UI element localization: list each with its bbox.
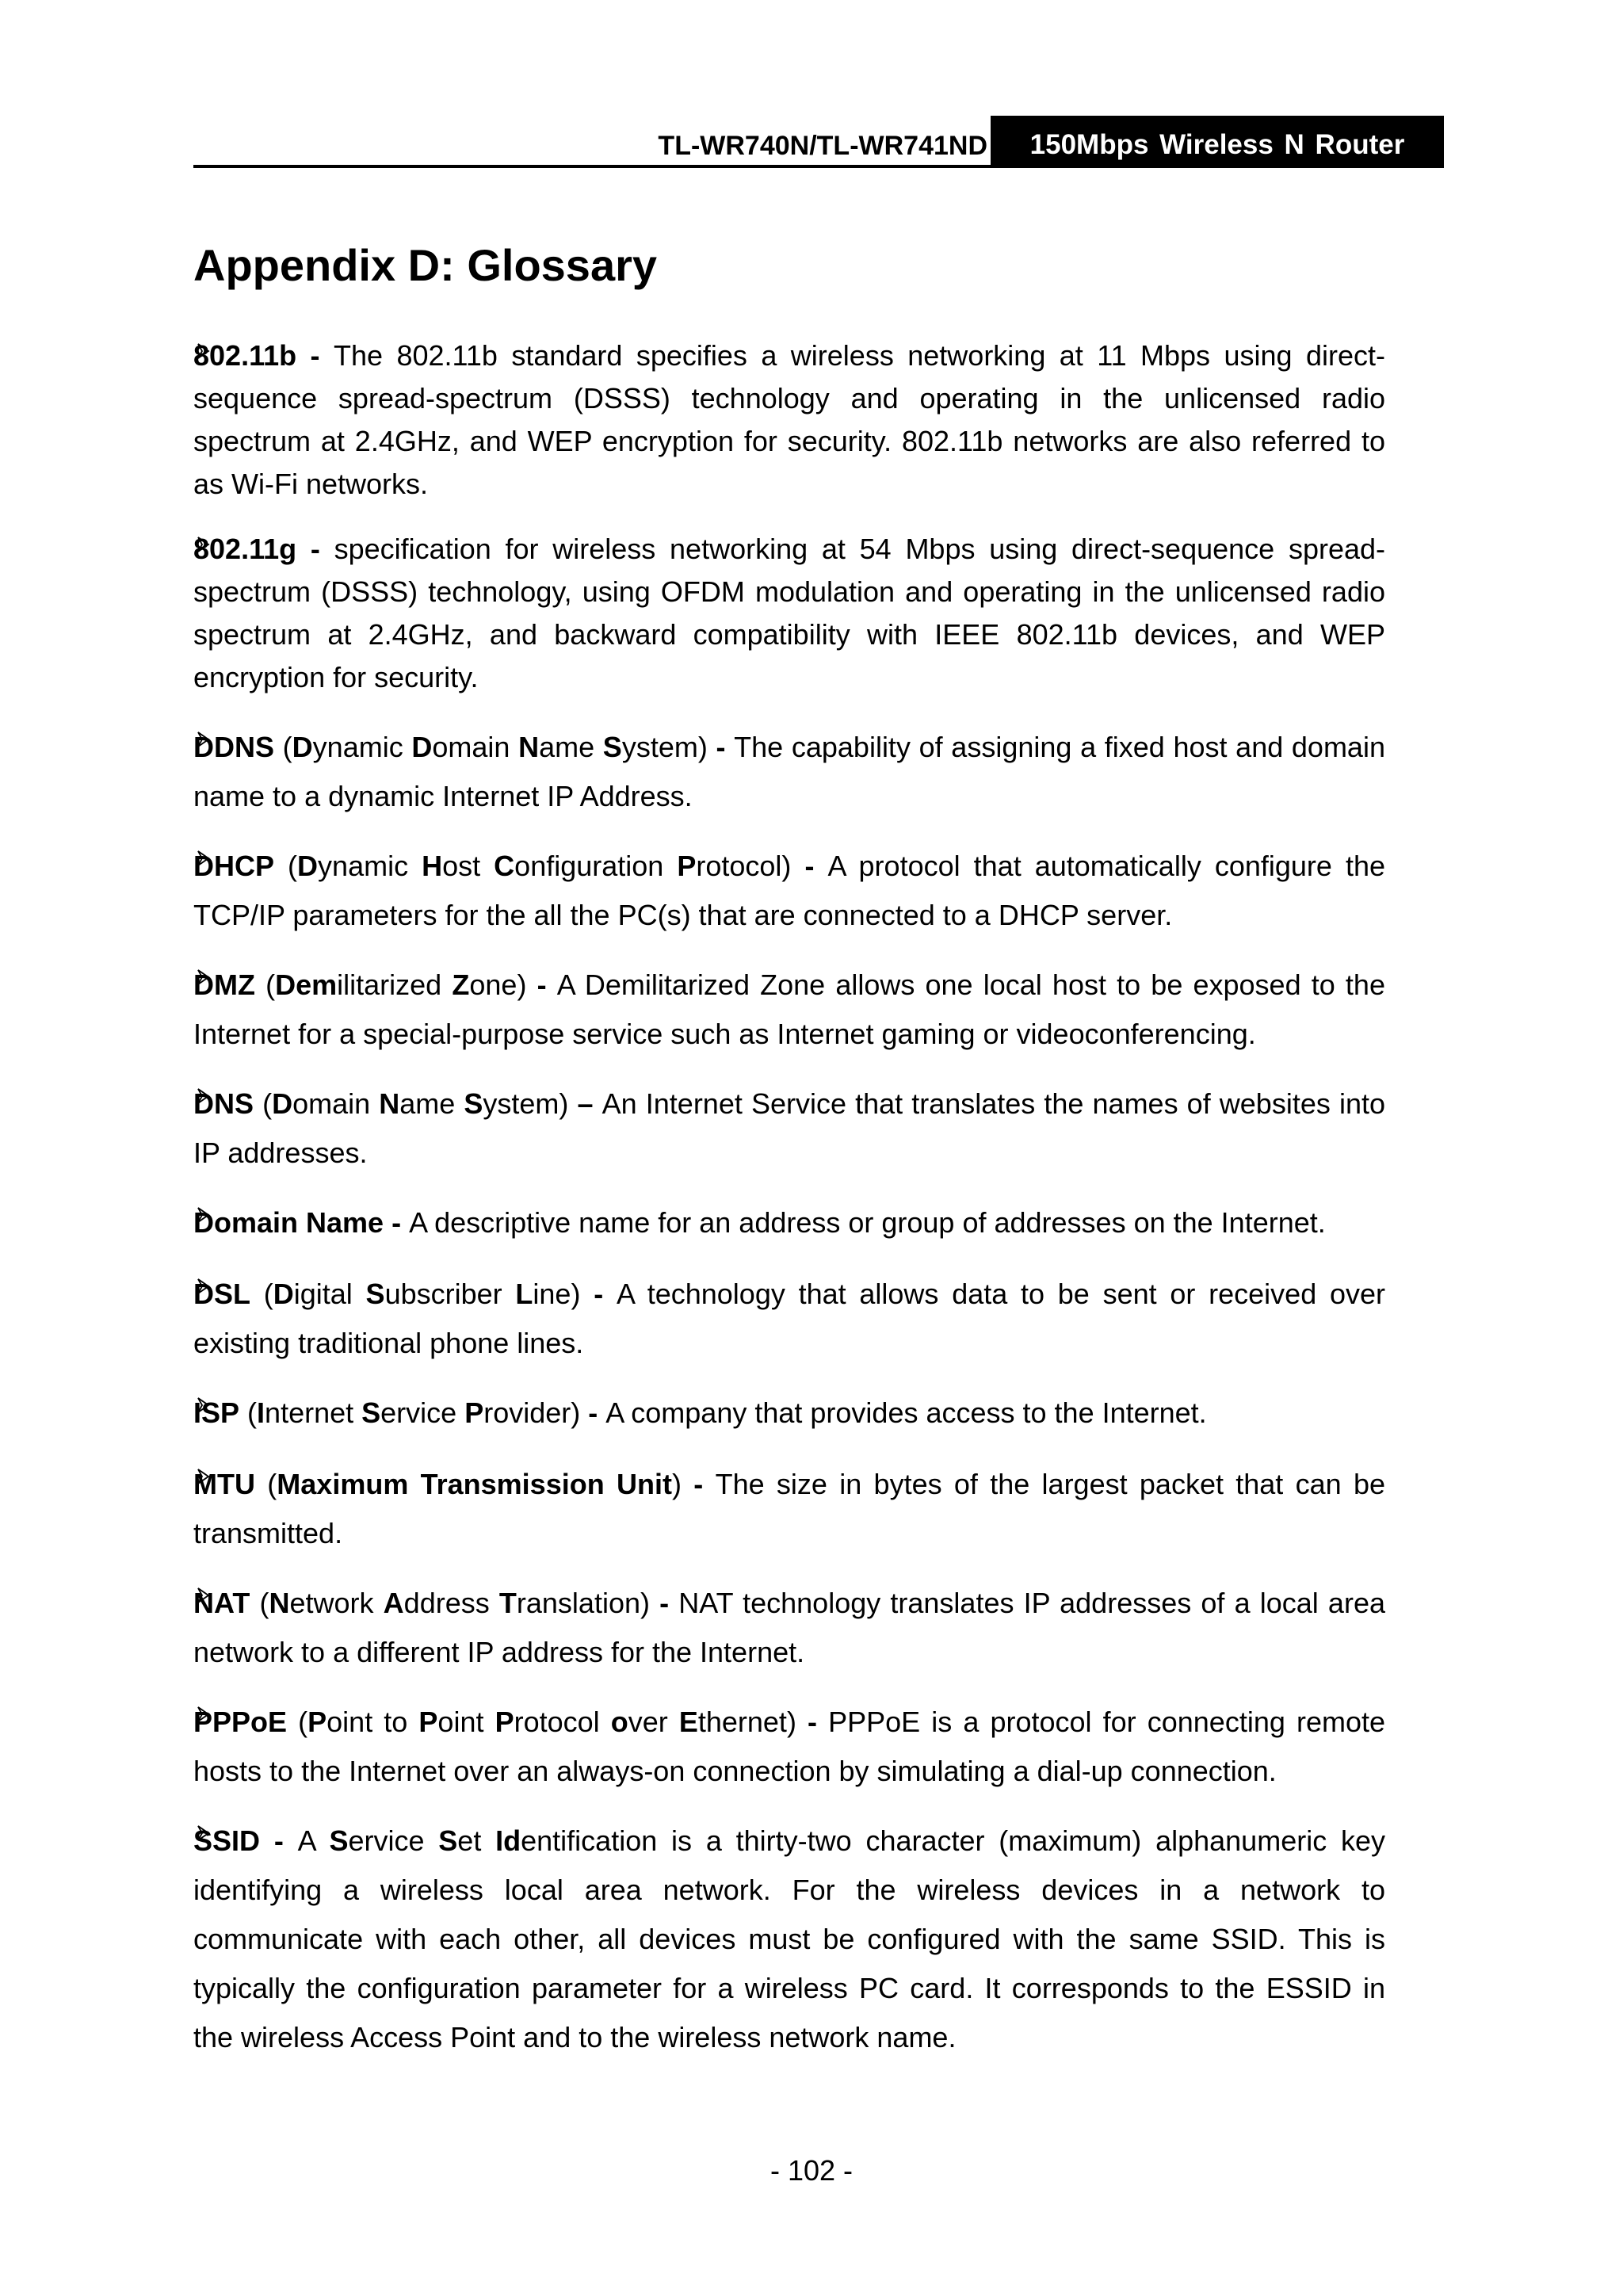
glossary-definition: A technology that allows data to be sent or received over existing traditional phone lines.: [193, 1278, 1385, 1359]
bullet-arrow-icon: [197, 968, 211, 986]
glossary-item: [193, 1698, 1444, 1796]
glossary-text: [193, 1817, 1385, 2062]
acronym-letter: P: [307, 1706, 327, 1738]
bullet-arrow-icon: [197, 1396, 211, 1414]
expansion-text: ost: [442, 850, 495, 882]
glossary-definition: The 802.11b standard specifies a wireless networking at 11 Mbps using direct-sequence spread-spectrum (DSSS) technology and operating in the unlicensed radio spectrum at 2.4GHz, and WEP encryption for security. 802.11b networks are also referred to as Wi-Fi networks.: [193, 339, 1386, 500]
glossary-definition: The capability of assigning a fixed host and domain name to a dynamic Internet IP Address.: [193, 731, 1385, 812]
expansion-text: ine: [533, 1278, 571, 1310]
acronym-letter: S: [438, 1824, 458, 1857]
acronym-letter: S: [365, 1278, 385, 1310]
glossary-item: [193, 334, 1444, 506]
expansion-text: oint to: [327, 1706, 419, 1738]
bullet-arrow-icon: [197, 1087, 211, 1105]
expansion-text: ver: [628, 1706, 679, 1738]
acronym-letter: P: [464, 1396, 484, 1429]
acronym-letter: A: [383, 1587, 404, 1619]
expansion-text: igital: [293, 1278, 366, 1310]
expansion-text: ddress: [403, 1587, 499, 1619]
term-separator: -: [580, 1278, 617, 1310]
glossary-definition: NAT technology translates IP addresses of a local area network to a different IP address for the Internet.: [193, 1587, 1385, 1668]
glossary-definition: An Internet Service that translates the names of websites into IP addresses.: [193, 1087, 1385, 1169]
expansion-text: ilitarized: [337, 968, 453, 1001]
acronym-letter: N: [379, 1087, 400, 1120]
glossary-term: DMZ: [193, 968, 255, 1001]
expansion-text: rovider: [483, 1396, 571, 1429]
glossary-definition: A protocol that automatically configure the TCP/IP parameters for the all the PC(s) that are connected to a DHCP server.: [193, 850, 1386, 931]
glossary-term: 802.11b: [193, 339, 297, 372]
acronym-letter: P: [677, 850, 697, 882]
acronym-letter: C: [494, 850, 515, 882]
acronym-letter: D: [411, 731, 433, 763]
bullet-arrow-icon: [197, 1824, 211, 1842]
glossary-term: 802.11g: [193, 533, 297, 565]
acronym-letter: P: [418, 1706, 438, 1738]
bullet-arrow-icon: [197, 1206, 211, 1224]
glossary-item: [193, 1460, 1444, 1558]
expansion-text: ame: [539, 731, 603, 763]
expansion-text: ubscriber: [384, 1278, 516, 1310]
bullet-arrow-icon: [197, 342, 211, 360]
acronym-letter: D: [272, 1087, 293, 1120]
glossary-term: DHCP: [193, 850, 275, 882]
expansion-text: omain: [432, 731, 519, 763]
term-separator: -: [260, 1824, 298, 1857]
glossary-text: NAT (Network Address Translation) - NAT technology translates IP addresses of a local area network to a different IP address for the Internet.: [193, 1587, 1385, 1668]
glossary-term: DNS: [193, 1087, 254, 1120]
bullet-arrow-icon: [197, 1706, 211, 1723]
expansion-text: ame: [399, 1087, 464, 1120]
expansion-text: etwork: [289, 1587, 384, 1619]
term-separator: -: [649, 1587, 679, 1619]
acronym-letter: S: [361, 1396, 381, 1429]
bullet-arrow-icon: [197, 1587, 211, 1604]
acronym-letter: Id: [495, 1824, 521, 1857]
acronym-letter: T: [498, 1587, 517, 1619]
acronym-letter: D: [273, 1278, 294, 1310]
acronym-letter: L: [515, 1278, 533, 1310]
glossary-term: MTU: [193, 1468, 255, 1500]
expansion-text: rotocol: [696, 850, 782, 882]
glossary-term: ISP: [193, 1396, 240, 1429]
glossary-definition: The size in bytes of the largest packet that can be transmitted.: [193, 1468, 1385, 1549]
page-header: [193, 116, 1444, 168]
acronym-letter: S: [602, 731, 622, 763]
glossary-text: PPPoE (Point to Point Protocol over Ethernet) - PPPoE is a protocol for connecting remote hosts to the Internet over an always-on connection by simulating a dial-up connection.: [193, 1706, 1386, 1787]
expansion-text: ynamic: [318, 850, 422, 882]
expansion-text: omain: [292, 1087, 380, 1120]
acronym-letter: H: [422, 850, 443, 882]
acronym-letter: D: [297, 850, 319, 882]
term-separator: –: [568, 1087, 602, 1120]
glossary-definition: PPPoE is a protocol for connecting remote hosts to the Internet over an always-on connection by simulating a dial-up connection.: [193, 1706, 1386, 1787]
glossary-definition: A Demilitarized Zone allows one local host to be exposed to the Internet for a special-purpose service such as Internet gaming or videoconferencing.: [193, 968, 1385, 1050]
page-number: - 102 -: [769, 2154, 854, 2187]
term-separator: -: [681, 1468, 716, 1500]
glossary-item: [193, 1270, 1444, 1368]
expansion-text: nternet: [265, 1396, 362, 1429]
term-separator: -: [796, 1706, 829, 1738]
term-separator: -: [580, 1396, 606, 1429]
glossary-text: DNS (Domain Name System) – An Internet Service that translates the names of websites into IP addresses.: [193, 1087, 1385, 1169]
expansion-text: one: [469, 968, 517, 1001]
expansion-text: ervice: [348, 1824, 439, 1857]
bullet-arrow-icon: [197, 850, 211, 867]
glossary-text: DMZ (Demilitarized Zone) - A Demilitarized Zone allows one local host to be exposed to the Internet for a special-purpose service such as Internet gaming or videoconferencing.: [193, 968, 1385, 1050]
expansion-text: rotocol: [514, 1706, 611, 1738]
glossary-term: DSL: [193, 1278, 250, 1310]
bullet-arrow-icon: [197, 1278, 211, 1295]
expansion-text: ystem: [621, 731, 698, 763]
glossary-item: [193, 1389, 1444, 1438]
expansion-text: ynamic: [312, 731, 412, 763]
bullet-arrow-icon: [197, 731, 211, 748]
glossary-definition: specification for wireless networking at 54 Mbps using direct-sequence spread-spectrum (DSSS) technology, using OFDM modulation and operating in the unlicensed radio spectrum at 2.4GHz, and backward compatibility with IEEE 802.11b devices, and WEP encryption for security.: [193, 533, 1385, 693]
glossary-definition: A company that provides access to the Internet.: [605, 1396, 1207, 1429]
acronym-letter: D: [292, 731, 313, 763]
glossary-item: [193, 1079, 1444, 1178]
acronym-letter: S: [464, 1087, 483, 1120]
header-model: TL-WR740N/TL-WR741ND: [658, 131, 987, 161]
glossary-term: Domain Name: [193, 1206, 384, 1239]
glossary-text: MTU (Maximum Transmission Unit) - The size in bytes of the largest packet that can be transmitted.: [193, 1468, 1385, 1549]
glossary-term: PPPoE: [193, 1706, 288, 1738]
glossary-item: [193, 842, 1444, 940]
term-separator: -: [296, 339, 334, 372]
acronym-letter: Dem: [275, 968, 338, 1001]
glossary-text: DHCP (Dynamic Host Configuration Protocol) - A protocol that automatically configure the TCP/IP parameters for the all the PC(s) that are connected to a DHCP server.: [193, 850, 1386, 931]
term-separator: -: [791, 850, 828, 882]
page-title: Appendix D: Glossary: [193, 240, 658, 290]
expansion-text: ervice: [380, 1396, 465, 1429]
expansion-text: ystem: [483, 1087, 559, 1120]
header-product-label: 150Mbps Wireless N Router: [991, 116, 1444, 168]
expansion-text: et: [457, 1824, 496, 1857]
term-separator: -: [707, 731, 735, 763]
term-separator: -: [384, 1206, 410, 1239]
glossary-text: [193, 528, 1385, 699]
acronym-letter: E: [678, 1706, 698, 1738]
glossary-definition: A descriptive name for an address or group of addresses on the Internet.: [409, 1206, 1326, 1239]
term-separator: -: [296, 533, 334, 565]
glossary-text: [193, 1198, 1385, 1247]
acronym-letter: o: [610, 1706, 628, 1738]
expansion-text: ranslation: [516, 1587, 640, 1619]
glossary-item: [193, 961, 1444, 1059]
acronym-letter: Maximum Transmission Unit: [277, 1468, 672, 1500]
glossary-item: [193, 528, 1444, 699]
acronym-letter: I: [257, 1396, 265, 1429]
glossary-term: SSID: [193, 1824, 261, 1857]
glossary-item: [193, 723, 1444, 821]
glossary-text: DSL (Digital Subscriber Line) - A technology that allows data to be sent or received over existing traditional phone lines.: [193, 1278, 1385, 1359]
acronym-letter: S: [329, 1824, 349, 1857]
expansion-text: A: [297, 1824, 330, 1857]
acronym-letter: Z: [452, 968, 470, 1001]
expansion-text: thernet: [697, 1706, 787, 1738]
acronym-letter: N: [269, 1587, 290, 1619]
glossary-text: DDNS (Dynamic Domain Name System) - The capability of assigning a fixed host and domain name to a dynamic Internet IP Address.: [193, 731, 1385, 812]
expansion-text: oint: [437, 1706, 495, 1738]
glossary-item: [193, 1198, 1444, 1247]
glossary-item: [193, 1817, 1444, 2062]
glossary-item: [193, 1579, 1444, 1677]
header-rule: [193, 165, 1444, 168]
acronym-letter: P: [495, 1706, 514, 1738]
expansion-text: entification is a thirty-two character (maximum) alphanumeric key identifying a wireless local area network. For the wireless devices in a network to communicate with each other, all devices must be configured with the same SSID. This is typically the configuration parameter for a wireless PC card. It corresponds to the ESSID in the wireless Access Point and to the wireless network name.: [193, 1824, 1386, 2053]
expansion-text: onfiguration: [514, 850, 678, 882]
glossary-term: DDNS: [193, 731, 275, 763]
glossary-text: [193, 334, 1385, 506]
glossary-text: ISP (Internet Service Provider) - A company that provides access to the Internet.: [193, 1396, 1207, 1429]
acronym-letter: N: [518, 731, 540, 763]
glossary-term: NAT: [193, 1587, 250, 1619]
term-separator: -: [526, 968, 557, 1001]
bullet-arrow-icon: [197, 536, 211, 553]
bullet-arrow-icon: [197, 1468, 211, 1485]
